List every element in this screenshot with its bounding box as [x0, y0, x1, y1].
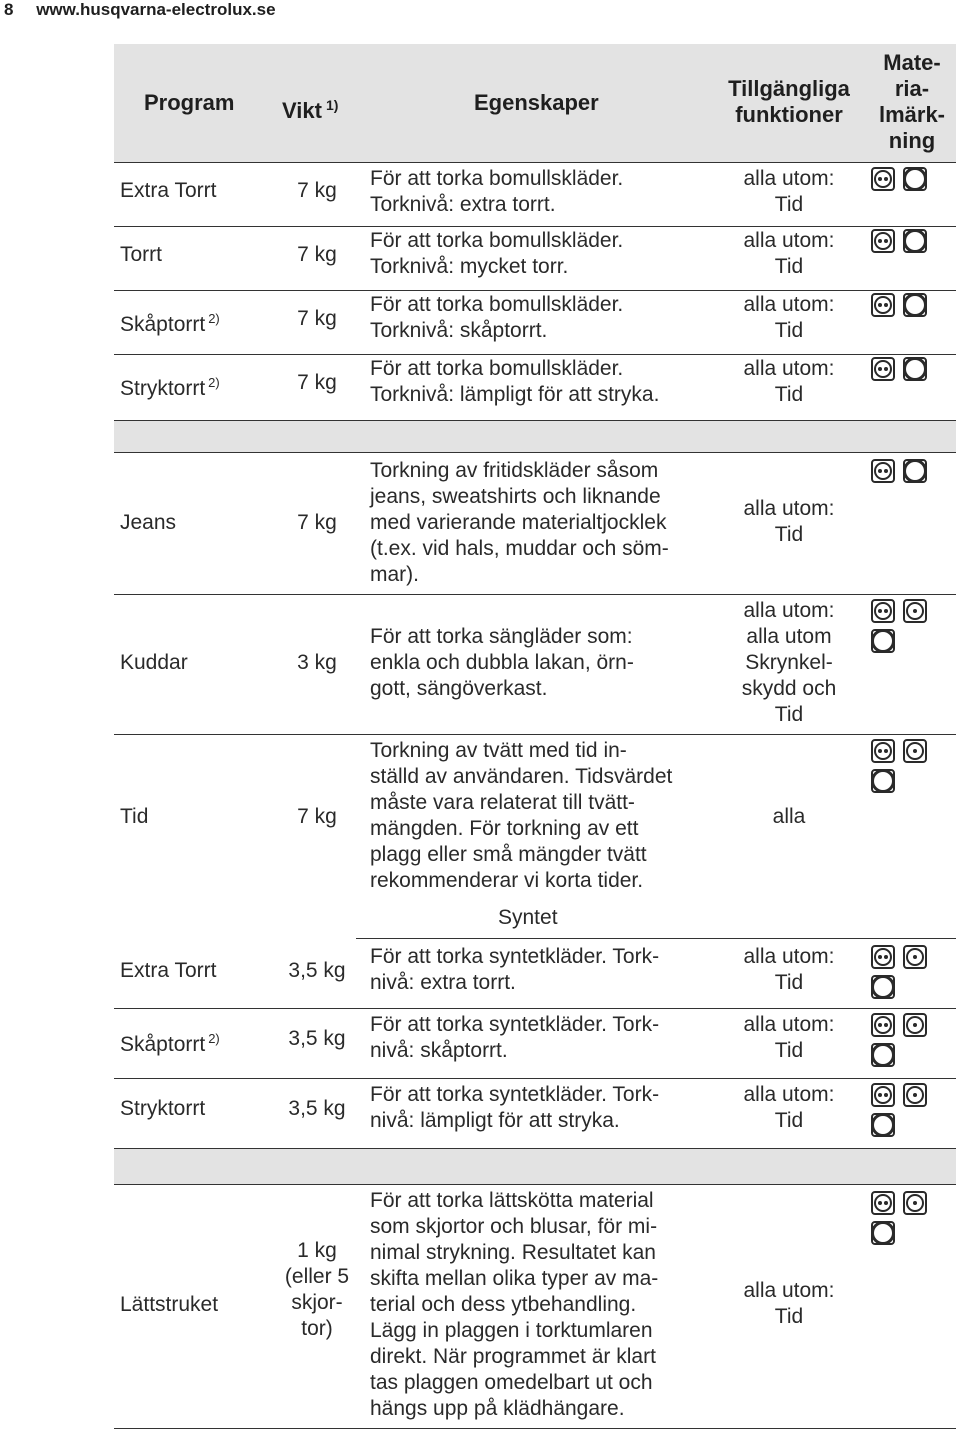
row-divider — [114, 1008, 956, 1009]
program-weight — [282, 650, 352, 676]
weight-line: 3,5 kg — [288, 1027, 346, 1050]
weight-line: 7 kg — [297, 805, 337, 828]
site-url: www.husqvarna-electrolux.se — [36, 0, 276, 19]
table-row — [114, 1080, 956, 1148]
table-row — [114, 456, 956, 594]
program-weight — [282, 370, 352, 396]
description-line: terial och dess ytbehandling. — [370, 1293, 637, 1316]
weight-line: 3,5 kg — [288, 959, 346, 982]
symbol-line — [870, 1190, 934, 1220]
page-header — [4, 0, 276, 20]
tumble-dry-high-icon — [870, 1082, 896, 1108]
tumble-dry-low-icon — [902, 598, 928, 624]
program-name — [120, 306, 220, 338]
function-line: alla utom: — [743, 1083, 835, 1106]
footnote-mark: 2) — [208, 311, 220, 326]
available-functions — [720, 804, 858, 830]
tumble-dry-high-icon — [870, 1190, 896, 1216]
function-line: Tid — [774, 1109, 804, 1132]
table-row — [114, 736, 956, 914]
program-name — [120, 958, 216, 984]
table-row — [114, 356, 956, 420]
program-description — [370, 292, 710, 344]
available-functions — [720, 166, 858, 218]
section-divider — [356, 938, 956, 939]
program-label: Skåptorrt — [120, 1033, 206, 1056]
description-line: direkt. När programmet är klart — [370, 1345, 656, 1368]
program-description — [370, 1012, 710, 1064]
row-divider — [114, 594, 956, 595]
symbol-line — [870, 1012, 934, 1042]
description-line: gott, sängöverkast. — [370, 677, 548, 700]
no-tumble-dry-icon — [902, 356, 928, 382]
program-weight — [282, 1096, 352, 1122]
no-tumble-dry-icon — [870, 974, 896, 1000]
material-symbols — [870, 458, 934, 488]
symbol-line — [870, 944, 934, 974]
no-tumble-dry-icon — [902, 228, 928, 254]
tumble-dry-low-icon — [902, 1082, 928, 1108]
program-label: Skåptorrt — [120, 313, 206, 336]
program-name — [120, 1292, 218, 1318]
symbol-line — [870, 628, 934, 658]
row-divider — [114, 1078, 956, 1079]
program-label: Stryktorrt — [120, 377, 206, 400]
row-divider — [114, 354, 956, 355]
function-line: Tid — [774, 193, 804, 216]
description-line: Torknivå: mycket torr. — [370, 255, 569, 278]
function-line: alla — [772, 805, 806, 828]
description-line: För att torka bomullskläder. — [370, 167, 624, 190]
material-symbols — [870, 228, 934, 258]
function-line: alla utom: — [743, 497, 835, 520]
description-line: För att torka syntetkläder. Tork- — [370, 1013, 660, 1036]
function-line: Tid — [774, 971, 804, 994]
program-label: Tid — [120, 805, 149, 828]
symbol-line — [870, 598, 934, 628]
function-line: alla utom: — [743, 1013, 835, 1036]
row-divider — [114, 1148, 956, 1149]
material-symbols — [870, 738, 934, 798]
tumble-dry-high-icon — [870, 228, 896, 254]
description-line: nimal strykning. Resultatet kan — [370, 1241, 656, 1264]
tumble-dry-high-icon — [870, 1012, 896, 1038]
available-functions — [720, 228, 858, 280]
weight-line: tor) — [301, 1317, 333, 1340]
function-line: alla utom: — [743, 229, 835, 252]
description-line: som skjortor och blusar, för mi- — [370, 1215, 658, 1238]
tumble-dry-low-icon — [902, 1190, 928, 1216]
program-label: Jeans — [120, 511, 177, 534]
program-name — [120, 650, 188, 676]
description-line: Torknivå: extra torrt. — [370, 193, 556, 216]
function-line: alla utom: — [743, 293, 835, 316]
material-symbols — [870, 598, 934, 658]
program-description — [370, 1082, 710, 1134]
description-line: För att torka bomullskläder. — [370, 293, 624, 316]
row-divider — [114, 1184, 956, 1185]
description-line: jeans, sweatshirts och liknande — [370, 485, 661, 508]
symbol-line — [870, 1112, 934, 1142]
function-line: Tid — [774, 255, 804, 278]
weight-line: 3 kg — [297, 651, 337, 674]
symbol-line — [870, 974, 934, 1004]
function-line: Tid — [774, 1305, 804, 1328]
description-line: För att torka bomullskläder. — [370, 357, 624, 380]
program-description — [370, 166, 710, 218]
description-line: För att torka syntetkläder. Tork- — [370, 1083, 660, 1106]
row-divider — [114, 734, 956, 735]
table-row — [114, 292, 956, 354]
program-weight — [282, 1026, 352, 1052]
description-line: (t.ex. vid hals, muddar och söm- — [370, 537, 669, 560]
available-functions — [720, 496, 858, 548]
program-label: Extra Torrt — [120, 959, 217, 982]
header-funktioner-l2: funktioner — [735, 102, 843, 127]
weight-line: 7 kg — [297, 307, 337, 330]
symbol-line — [870, 228, 934, 258]
function-line: alla utom — [746, 625, 832, 648]
symbol-line — [870, 356, 934, 386]
description-line: nivå: extra torrt. — [370, 971, 516, 994]
header-egenskaper: Egenskaper — [474, 90, 599, 115]
tumble-dry-high-icon — [870, 738, 896, 764]
tumble-dry-high-icon — [870, 166, 896, 192]
function-line: Tid — [774, 319, 804, 342]
header-material-l4: ning — [888, 128, 936, 153]
weight-line: 7 kg — [297, 371, 337, 394]
program-description — [370, 944, 710, 996]
function-line: alla utom: — [743, 1279, 835, 1302]
function-line: skydd och — [741, 677, 837, 700]
symbol-line — [870, 738, 934, 768]
symbol-line — [870, 458, 934, 488]
weight-line: (eller 5 — [284, 1265, 350, 1288]
program-name — [120, 370, 220, 402]
description-line: Torknivå: lämpligt för att stryka. — [370, 383, 660, 406]
section-label-syntet: Syntet — [498, 906, 558, 929]
weight-line: 1 kg — [297, 1239, 337, 1262]
weight-line: 7 kg — [297, 243, 337, 266]
symbol-line — [870, 166, 934, 196]
section-separator — [114, 1148, 956, 1184]
material-symbols — [870, 166, 934, 196]
header-program: Program — [144, 90, 235, 115]
description-line: Torkning av tvätt med tid in- — [370, 739, 627, 762]
symbol-line — [870, 1082, 934, 1112]
header-material-l3: lmärk- — [878, 102, 946, 127]
tumble-dry-high-icon — [870, 356, 896, 382]
no-tumble-dry-icon — [870, 1220, 896, 1246]
row-divider — [114, 226, 956, 227]
program-weight — [282, 242, 352, 268]
program-name — [120, 510, 176, 536]
symbol-line — [870, 768, 934, 798]
material-symbols — [870, 1190, 934, 1250]
function-line: alla utom: — [743, 167, 835, 190]
function-line: Tid — [774, 703, 804, 726]
program-label: Torrt — [120, 243, 162, 266]
program-name — [120, 804, 148, 830]
header-material-l2: ria- — [894, 76, 930, 101]
header-funktioner — [720, 76, 858, 128]
table-row — [114, 596, 956, 732]
tumble-dry-high-icon — [870, 292, 896, 318]
program-weight — [282, 1238, 352, 1342]
function-line: Tid — [774, 1039, 804, 1062]
program-description — [370, 624, 710, 702]
available-functions — [720, 1012, 858, 1064]
description-line: Torkning av fritidskläder såsom — [370, 459, 659, 482]
function-line: Skrynkel- — [745, 651, 833, 674]
program-name — [120, 178, 216, 204]
description-line: För att torka bomullskläder. — [370, 229, 624, 252]
tumble-dry-high-icon — [870, 458, 896, 484]
description-line: För att torka lättskötta material — [370, 1189, 654, 1212]
description-line: För att torka syntetkläder. Tork- — [370, 945, 660, 968]
material-symbols — [870, 1082, 934, 1142]
tumble-dry-low-icon — [902, 1012, 928, 1038]
available-functions — [720, 598, 858, 728]
program-weight — [282, 510, 352, 536]
header-vikt-label: Vikt — [282, 98, 322, 123]
program-weight — [282, 958, 352, 984]
program-description — [370, 738, 710, 894]
description-line: enkla och dubbla lakan, örn- — [370, 651, 634, 674]
footnote-mark: 2) — [208, 1031, 220, 1046]
weight-line: 7 kg — [297, 179, 337, 202]
tumble-dry-low-icon — [902, 738, 928, 764]
program-description — [370, 356, 710, 408]
table-row — [114, 1188, 956, 1430]
program-label: Kuddar — [120, 651, 188, 674]
weight-line: skjor- — [291, 1291, 343, 1314]
no-tumble-dry-icon — [902, 166, 928, 192]
footnote-mark: 2) — [208, 375, 220, 390]
function-line: Tid — [774, 523, 804, 546]
header-material-l1: Mate- — [883, 50, 941, 75]
section-separator — [114, 420, 956, 452]
function-line: Tid — [774, 383, 804, 406]
program-description — [370, 458, 710, 588]
row-divider — [114, 162, 956, 163]
program-name — [120, 242, 162, 268]
no-tumble-dry-icon — [902, 458, 928, 484]
program-weight — [282, 306, 352, 332]
program-weight — [282, 804, 352, 830]
table-header — [114, 44, 956, 162]
description-line: plagg eller små mängder tvätt — [370, 843, 647, 866]
description-line: skifta mellan olika typer av ma- — [370, 1267, 659, 1290]
material-symbols — [870, 356, 934, 386]
program-description — [370, 1188, 710, 1422]
program-label: Extra Torrt — [120, 179, 217, 202]
description-line: Lägg in plaggen i torktumlaren — [370, 1319, 653, 1342]
row-divider — [114, 420, 956, 421]
function-line: alla utom: — [743, 599, 835, 622]
description-line: tas plaggen omedelbart ut och — [370, 1371, 653, 1394]
description-line: Torknivå: skåptorrt. — [370, 319, 548, 342]
header-vikt-note: 1) — [325, 97, 339, 113]
header-vikt — [282, 92, 338, 124]
symbol-line — [870, 292, 934, 322]
description-line: ställd av användaren. Tidsvärdet — [370, 765, 673, 788]
table-row — [114, 166, 956, 226]
available-functions — [720, 1278, 858, 1330]
material-symbols — [870, 1012, 934, 1072]
description-line: hängs upp på klädhängare. — [370, 1397, 625, 1420]
program-name — [120, 1026, 220, 1058]
symbol-line — [870, 1042, 934, 1072]
description-line: För att torka sängläder som: — [370, 625, 633, 648]
program-description — [370, 228, 710, 280]
no-tumble-dry-icon — [870, 1112, 896, 1138]
material-symbols — [870, 944, 934, 1004]
description-line: med varierande materialtjocklek — [370, 511, 667, 534]
table-row — [114, 942, 956, 1008]
row-divider — [114, 452, 956, 453]
description-line: mar). — [370, 563, 419, 586]
description-line: mängden. För torkning av ett — [370, 817, 639, 840]
description-line: nivå: skåptorrt. — [370, 1039, 508, 1062]
header-funktioner-l1: Tillgängliga — [728, 76, 850, 101]
material-symbols — [870, 292, 934, 322]
program-weight — [282, 178, 352, 204]
description-line: nivå: lämpligt för att stryka. — [370, 1109, 620, 1132]
table-row — [114, 1010, 956, 1078]
available-functions — [720, 944, 858, 996]
available-functions — [720, 292, 858, 344]
available-functions — [720, 1082, 858, 1134]
available-functions — [720, 356, 858, 408]
row-divider — [114, 290, 956, 291]
no-tumble-dry-icon — [870, 768, 896, 794]
program-name — [120, 1096, 205, 1122]
no-tumble-dry-icon — [870, 1042, 896, 1068]
program-label: Stryktorrt — [120, 1097, 206, 1120]
tumble-dry-high-icon — [870, 598, 896, 624]
header-material — [870, 50, 954, 154]
description-line: måste vara relaterat till tvätt- — [370, 791, 635, 814]
description-line: rekommenderar vi korta tider. — [370, 869, 644, 892]
symbol-line — [870, 1220, 934, 1250]
no-tumble-dry-icon — [902, 292, 928, 318]
no-tumble-dry-icon — [870, 628, 896, 654]
weight-line: 3,5 kg — [288, 1097, 346, 1120]
program-label: Lättstruket — [120, 1293, 219, 1316]
function-line: alla utom: — [743, 357, 835, 380]
tumble-dry-high-icon — [870, 944, 896, 970]
function-line: alla utom: — [743, 945, 835, 968]
weight-line: 7 kg — [297, 511, 337, 534]
tumble-dry-low-icon — [902, 944, 928, 970]
table-row — [114, 228, 956, 290]
page-number: 8 — [4, 0, 14, 19]
